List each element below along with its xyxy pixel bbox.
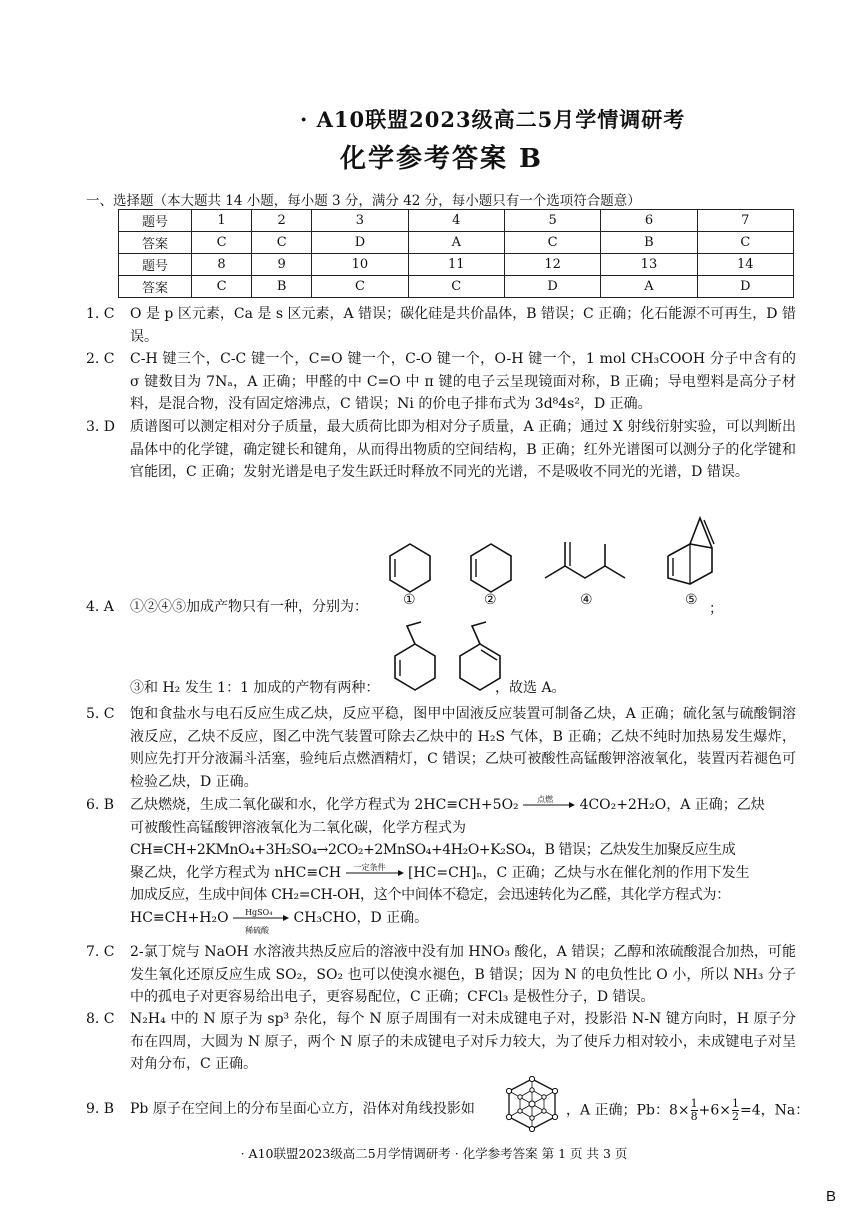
table-cell: B [252,276,312,298]
question-text: 乙炔燃烧，生成二氧化碳和水，化学方程式为 2HC≡CH+5O₂ [130,797,519,813]
fraction [732,1098,739,1123]
table-cell: 3 [312,210,408,232]
question-number: 6. B [86,797,115,813]
table-cell: D [312,232,408,254]
table-cell: A [601,276,697,298]
reaction-arrow [523,795,575,812]
question-text: =4，Na： [739,1102,810,1119]
table-cell: D [504,276,600,298]
table-cell: 10 [312,254,408,276]
table-cell: C [504,232,600,254]
table-row [119,254,794,276]
row-label: 答案 [119,232,192,254]
page-subtitle: 化学参考答案 B [340,144,544,174]
question-text: CH₃CHO，D 正确。 [293,909,429,926]
table-cell: 5 [504,210,600,232]
fraction-numerator: 1 [731,1097,739,1110]
table-cell: D [697,276,793,298]
fraction-denominator: 2 [731,1110,739,1123]
question-text: 可被酸性高锰酸钾溶液氧化为二氧化碳，化学方程式为 [130,819,466,836]
table-row [119,232,794,254]
question-number: 4. A [86,599,114,615]
question-text: HC≡CH+H₂O [130,909,229,926]
question-text: O 是 p 区元素，Ca 是 s 区元素，A 错误；碳化硅是共价晶体，B 错误；C 正确；化石能源不可再生，D 错误。 [130,306,796,345]
question-8 [86,1008,796,1076]
table-cell: 11 [408,254,504,276]
table-cell: C [192,276,252,298]
row-label: 答案 [119,276,192,298]
question-text: 质谱图可以测定相对分子质量，最大质荷比即为相对分子质量，A 正确；通过 X 射线衍射实验，可以判断出晶体中的化学键，确定键长和键角，从而得出物质的空间结构，B 正确；红外光谱图可以测分子的化学键和官能团，C 正确；发射光谱是电子发生跃迁时释放不同光的光谱，不是吸收不同光的光谱，D 错误。 [130,419,796,480]
answer-table [118,209,794,298]
bicyclic-diene-structure [660,510,720,588]
question-text: Pb 原子在空间上的分布呈面心立方，沿体对角线投影如 [130,1101,475,1117]
question-text: [HC=CH]ₙ，C 正确；乙炔与水在催化剂的作用下发生 [407,864,750,881]
fraction [691,1098,698,1123]
question-text: C-H 键三个，C-C 键一个，C=O 键一个，C-O 键一个，O-H 键一个，1 mol CH₃COOH 分子中含有的 σ 键数目为 7Nₐ，A 正确；甲醛的中 C=O 中 π 键的电子云呈现镜面对称，B 正确；导电塑料是高分子材料，是混合物，没有固定熔沸点，C 错误；Ni 的价电子排布式为 3d⁸4s²，D 正确。 [130,351,796,412]
question-text: ①②④⑤加成产物只有一种，分别为： [130,599,368,615]
structure-label: ④ [580,592,593,608]
section-heading: 一、选择题（本大题共 14 小题，每小题 3 分，满分 42 分，每小题只有一个选项符合题意） [86,193,641,209]
fraction-denominator: 8 [690,1110,698,1123]
table-cell: 7 [697,210,793,232]
table-cell: A [408,232,504,254]
structure-label: ② [484,592,497,608]
question-number: 1. C [86,306,115,322]
question-text: 2-氯丁烷与 NaOH 水溶液共热反应后的溶液中没有加 HNO₃ 酸化，A 错误；乙醇和浓硫酸混合加热，可能发生氧化还原反应生成 SO₂，SO₂ 也可以使溴水褪色，B 错误；因为 N 的电负性比 O 小，所以 NH₃ 分子中的孤电子对更容易给出电子，更容易配位，C 正确；CFCl₃ 是极性分子，D 错误。 [130,944,796,1005]
question-text: 加成反应，生成中间体 CH₂=CH-OH，这个中间体不稳定，会迅速转化为乙醛，其化学方程式为： [130,887,730,903]
question-number: 9. B [86,1101,115,1117]
table-cell: 1 [192,210,252,232]
question-3 [86,416,796,484]
question-2 [86,348,796,416]
cyclohexene-structure-2 [466,540,516,596]
question-9-calc [566,1097,810,1123]
question-5 [86,703,796,793]
question-text: +6× [698,1102,731,1119]
question-text: N₂H₄ 中的 N 原子为 sp³ 杂化，每个 N 原子周围有一对未成键电子对，投影沿 N-N 键方向时，H 原子分布在四周，大圆为 N 原子，两个 N 原子的未成键电子对斥力较大，为了使斥力相对较小，未成键电子对呈对角分布，C 正确。 [130,1011,796,1072]
structure-label: ⑤ [685,592,698,608]
arrow-condition: HgSO₄ [245,907,273,917]
question-text: 聚乙炔，化学方程式为 nHC≡CH [130,864,342,881]
equation-line [130,907,796,935]
reaction-arrow [233,907,289,935]
row-label: 题号 [119,210,192,232]
question-7 [86,941,796,1009]
fraction-numerator: 1 [690,1097,698,1110]
table-row [119,210,794,232]
page-title: · A10联盟2023级高二5月学情调研考 [300,107,686,132]
equation-line [130,862,796,885]
crystal-projection-diagram [503,1076,561,1132]
reaction-arrow [346,862,404,880]
table-cell: C [697,232,793,254]
question-text: CH≡CH+2KMnO₄+3H₂SO₄→2CO₂+2MnSO₄+4H₂O+K₂SO₄，B 错误；乙炔发生加聚反应生成 [130,842,736,858]
question-number: 7. C [86,944,115,960]
question-number: 8. C [86,1011,115,1027]
question-text: ，A 正确；Pb：8× [566,1102,690,1119]
question-number: 2. C [86,351,115,367]
table-cell: 12 [504,254,600,276]
structure-label: ① [403,592,416,608]
question-text: ； [709,601,723,617]
table-cell: 6 [601,210,697,232]
branched-alkene-structure [541,538,635,584]
question-text: ③和 H₂ 发生 1：1 加成的产物有两种： [130,680,380,696]
question-text: ，故选 A。 [495,680,566,696]
table-cell: C [192,232,252,254]
page-footer: · A10联盟2023级高二5月学情调研考 · 化学参考答案 第 1 页 共 3 页 [240,1146,628,1161]
question-6 [86,794,796,935]
table-cell: C [408,276,504,298]
ethylcyclohexene-structure-1 [387,620,443,692]
arrow-condition: 一定条件 [353,862,386,872]
question-1 [86,303,796,348]
row-label: 题号 [119,254,192,276]
table-cell: B [601,232,697,254]
corner-mark: B [826,1188,837,1205]
table-cell: 14 [697,254,793,276]
question-number: 5. C [86,706,115,722]
question-number: 3. D [86,419,116,435]
table-row [119,276,794,298]
table-cell: C [252,232,312,254]
question-text: 4CO₂+2H₂O，A 正确；乙炔 [579,797,765,813]
arrow-condition: 点燃 [537,795,554,804]
arrow-condition: 稀硫酸 [245,925,270,935]
table-cell: 8 [192,254,252,276]
table-cell: 9 [252,254,312,276]
table-cell: 2 [252,210,312,232]
equation-line [130,794,796,817]
table-cell: 13 [601,254,697,276]
cyclohexene-structure-1 [385,540,435,596]
table-cell: C [312,276,408,298]
question-text: 饱和食盐水与电石反应生成乙炔，反应平稳，图甲中固液反应装置可制备乙炔，A 正确；硫化氢与硫酸铜溶液反应，乙炔不反应，图乙中洗气装置可除去乙炔中的 H₂S 气体，B 正确；乙炔不纯时加热易发生爆炸，则应先打开分液漏斗活塞，验纯后点燃酒精灯，C 错误；乙炔可被酸性高锰酸钾溶液氧化，装置丙若褪色可检验乙炔，D 正确。 [130,706,796,790]
table-cell: 4 [408,210,504,232]
